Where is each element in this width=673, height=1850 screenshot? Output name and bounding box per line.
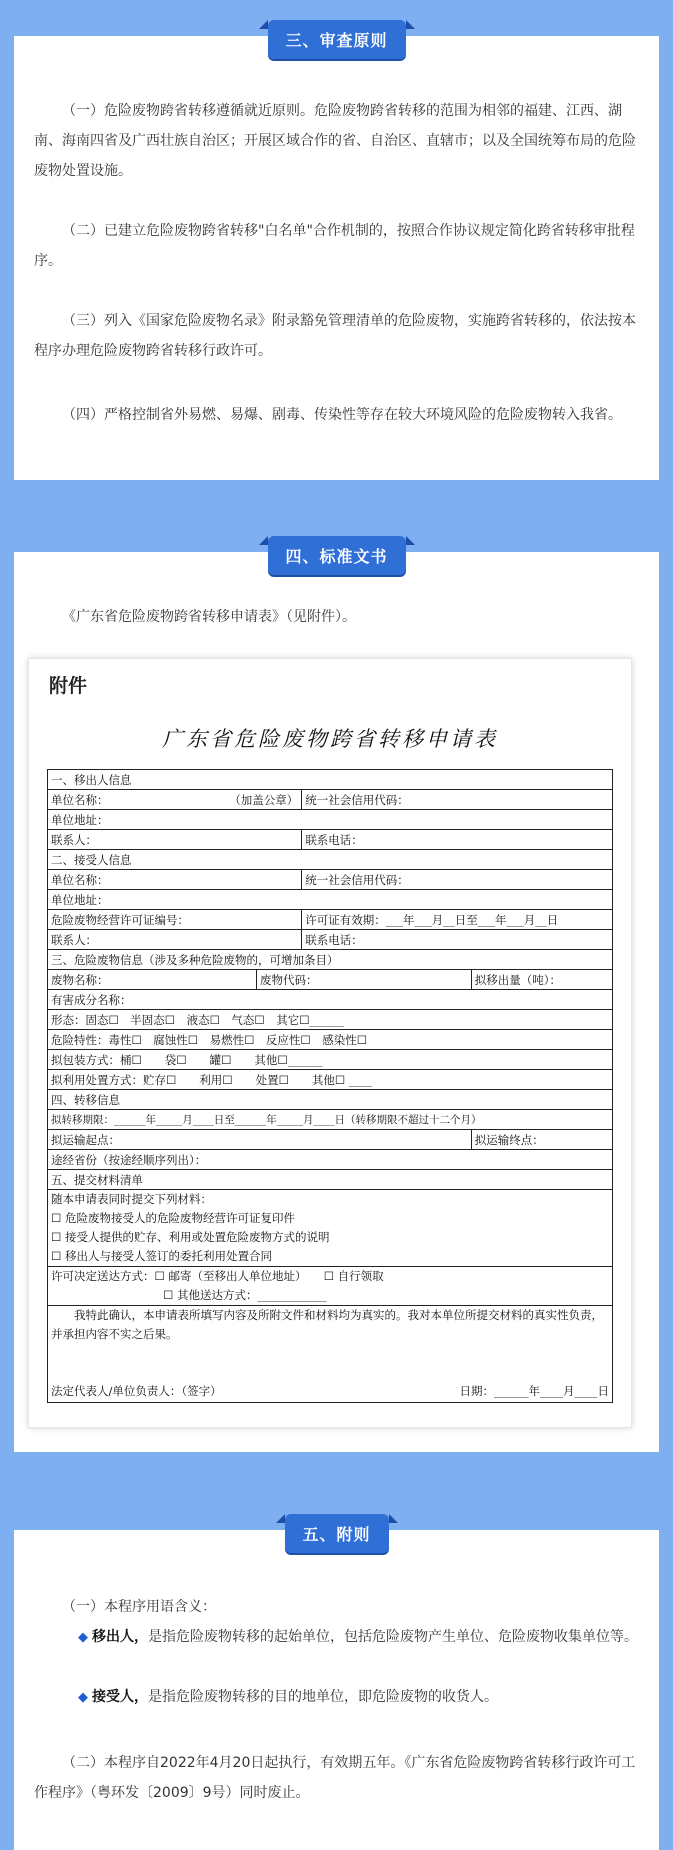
section-3-card — [14, 31, 659, 480]
form-section-3: 三、危险废物信息（涉及多种危险废物的，可增加条目） — [48, 950, 613, 970]
form-declaration: 我特此确认，本申请表所填写内容及所附文件和材料均为真实的。我对本单位所提交材料的真实性负责，并承担内容不实之后果。 — [51, 1308, 603, 1341]
form-cell: 拟移出量（吨）： — [471, 970, 612, 990]
form-cell: 许可证有效期：___年___月__日至___年___月__日 — [302, 910, 613, 930]
form-cell: 联系电话： — [302, 830, 613, 850]
section-3-para-1: （一）危险废物跨省转移遵循就近原则。危险废物跨省转移的范围为相邻的福建、江西、湖南、海南四省及广西壮族自治区；开展区域合作的省、自治区、直辖市；以及全国统筹布局的危险废物处置设施。 — [34, 103, 636, 179]
form-cell: 联系人： — [48, 830, 302, 850]
form-line: 随本申请表同时提交下列材料： — [51, 1192, 212, 1206]
form-cell: 有害成分名称： — [48, 990, 613, 1010]
section-3-para-4: （四）严格控制省外易燃、易爆、剧毒、传染性等存在较大环境风险的危险废物转入我省。 — [62, 407, 622, 423]
form-cell: 拟运输终点： — [471, 1130, 612, 1150]
section-5-term-2 — [34, 1682, 639, 1713]
form-sign-line — [51, 1382, 609, 1401]
form-line: ☐ 危险废物接受人的危险废物经营许可证复印件 — [51, 1211, 295, 1225]
form-cell: 单位地址： — [48, 890, 613, 910]
form-date: 日期：______年____月____日 — [459, 1384, 609, 1398]
form-declaration-block — [48, 1306, 613, 1403]
diamond-icon: ◆ — [78, 1630, 88, 1645]
form-cell: 统一社会信用代码： — [302, 870, 613, 890]
form-line: ☐ 移出人与接受人签订的委托利用处置合同 — [51, 1249, 272, 1263]
application-form-table — [47, 769, 613, 1403]
form-cell: （加盖公章） — [229, 792, 299, 807]
form-row — [48, 790, 302, 810]
form-section-5: 五、提交材料清单 — [48, 1170, 613, 1190]
term-2-label: 接受人， — [92, 1689, 148, 1705]
form-cell: 单位名称： — [51, 792, 109, 807]
form-cell: 危险特性：毒性☐ 腐蚀性☐ 易燃性☐ 反应性☐ 感染性☐ — [48, 1030, 613, 1050]
form-cell: 形态：固态☐ 半固态☐ 液态☐ 气态☐ 其它☐______ — [48, 1010, 613, 1030]
form-cell: 统一社会信用代码： — [302, 790, 613, 810]
form-cell: 单位名称： — [48, 870, 302, 890]
term-1-label: 移出人， — [92, 1629, 148, 1645]
form-signer: 法定代表人/单位负责人：（签字） — [51, 1384, 222, 1398]
form-cell: 拟运输起点： — [48, 1130, 472, 1150]
form-title: 广东省危险废物跨省转移申请表 — [162, 727, 498, 751]
section-5-term-1 — [34, 1622, 639, 1653]
form-attachment-label: 附件 — [49, 675, 88, 697]
form-cell: 危险废物经营许可证编号： — [48, 910, 302, 930]
form-section-2: 二、接受人信息 — [48, 850, 613, 870]
form-cell: 途经省份（按途经顺序列出）： — [48, 1150, 613, 1170]
form-cell: 联系电话： — [302, 930, 613, 950]
form-cell: 联系人： — [48, 930, 302, 950]
section-5-card — [14, 1525, 659, 1850]
section-4-intro: 《广东省危险废物跨省转移申请表》（见附件）。 — [62, 609, 356, 625]
form-cell: 废物名称： — [48, 970, 257, 990]
section-5-para-1: （一）本程序用语含义： — [62, 1599, 216, 1615]
form-line: ☐ 接受人提供的贮存、利用或处置危险废物方式的说明 — [51, 1230, 330, 1244]
section-3-badge: 三、审查原则 — [267, 20, 405, 59]
section-5-para-2: （二）本程序自2022年4月20日起执行，有效期五年。《广东省危险废物跨省转移行政许可工作程序》（粤环发〔2009〕9号）同时废止。 — [34, 1755, 636, 1801]
form-section-4: 四、转移信息 — [48, 1090, 613, 1110]
diamond-icon: ◆ — [78, 1690, 88, 1705]
form-cell: 单位地址： — [48, 810, 613, 830]
term-1-text: 是指危险废物转移的起始单位，包括危险废物产生单位、危险废物收集单位等。 — [148, 1629, 638, 1645]
form-line: 许可决定送达方式：☐ 邮寄（至移出人单位地址） ☐ 自行领取 — [51, 1269, 384, 1283]
section-5-badge: 五、附则 — [284, 1514, 388, 1553]
section-3-para-3: （三）列入《国家危险废物名录》附录豁免管理清单的危险废物，实施跨省转移的，依法按本程序办理危险废物跨省转移行政许可。 — [34, 313, 636, 359]
application-form-image — [28, 658, 632, 1428]
term-2-text: 是指危险废物转移的目的地单位，即危险废物的收货人。 — [148, 1689, 498, 1705]
form-cell: 拟利用处置方式：贮存☐ 利用☐ 处置☐ 其他☐ ____ — [48, 1070, 613, 1090]
form-cell: 拟转移期限：______年_____月____日至______年_____月____日（转移期限不超过十二个月） — [48, 1110, 613, 1130]
form-line: ☐ 其他送达方式：____________ — [163, 1288, 327, 1302]
form-delivery — [48, 1267, 613, 1306]
form-section-1: 一、移出人信息 — [48, 770, 613, 790]
form-cell: 废物代码： — [257, 970, 472, 990]
section-4-badge: 四、标准文书 — [267, 536, 405, 575]
section-3-para-2: （二）已建立危险废物跨省转移"白名单"合作机制的，按照合作协议规定简化跨省转移审批程序。 — [34, 223, 635, 269]
form-cell: 拟包装方式：桶☐ 袋☐ 罐☐ 其他☐______ — [48, 1050, 613, 1070]
form-materials — [48, 1190, 613, 1267]
